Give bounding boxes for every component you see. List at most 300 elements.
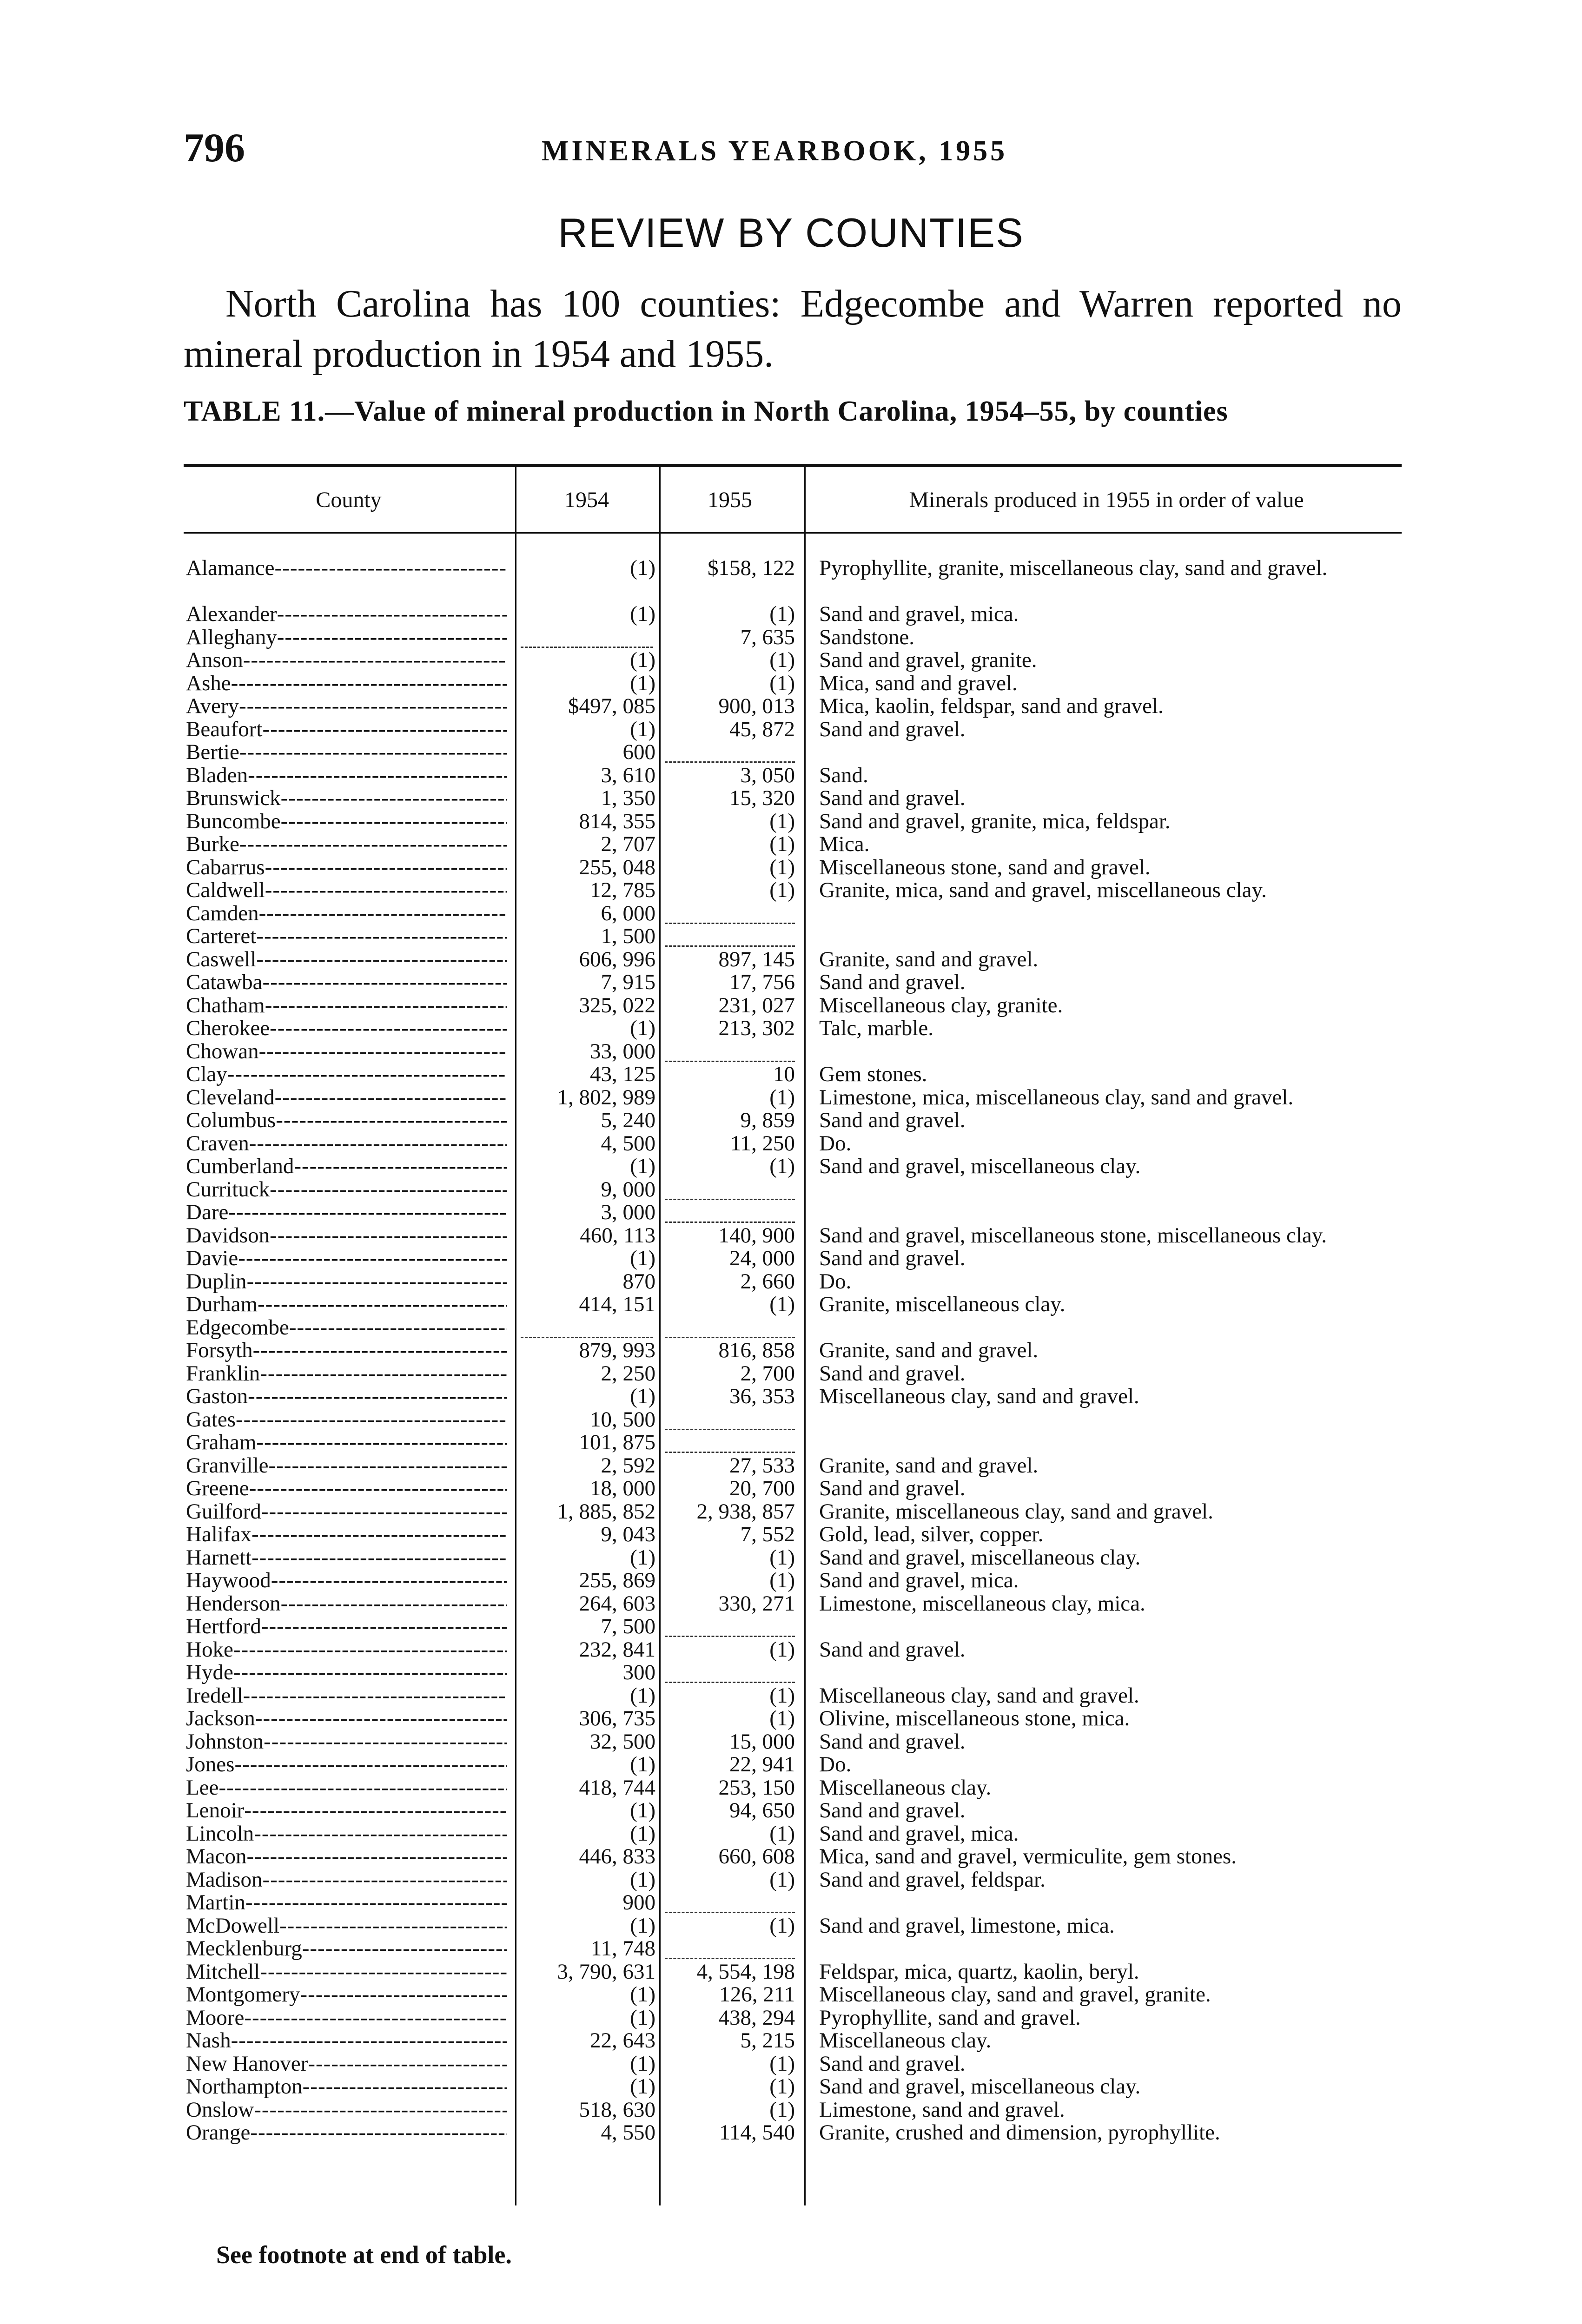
table-row: [0, 1063, 1582, 1086]
empty-value-dash: [665, 761, 795, 763]
value-1954: 446, 833: [579, 1844, 655, 1868]
table-row: [0, 695, 1582, 718]
minerals-produced: Miscellaneous clay.: [819, 1775, 992, 1800]
value-1955: 11, 250: [730, 1131, 795, 1155]
table-row: [0, 2007, 1582, 2030]
value-1955: 36, 353: [729, 1384, 795, 1408]
minerals-produced: Sand and gravel, miscellaneous clay.: [819, 2074, 1141, 2099]
table-row: [0, 1178, 1582, 1202]
minerals-produced: Sand and gravel, mica.: [819, 1568, 1019, 1592]
running-head: [184, 125, 1397, 171]
value-1954: (1): [630, 1246, 655, 1270]
value-1955: (1): [769, 602, 795, 626]
minerals-produced: Sand and gravel.: [819, 1798, 966, 1822]
value-1955: (1): [769, 832, 795, 856]
table-row: [0, 1132, 1582, 1155]
minerals-produced: Sand and gravel, granite.: [819, 648, 1037, 672]
value-1954: (1): [630, 671, 655, 695]
county-name: Forsyth -----: [186, 1339, 507, 1362]
county-name: Northampton -----: [186, 2075, 507, 2099]
value-1955: 15, 000: [729, 1729, 795, 1754]
table-row: [0, 1707, 1582, 1730]
minerals-produced: Gold, lead, silver, copper.: [819, 1522, 1044, 1546]
empty-value-dash: [665, 1682, 795, 1683]
value-1955: (1): [769, 2097, 795, 2122]
value-1954: 3, 000: [601, 1200, 655, 1224]
empty-value-dash: [665, 1452, 795, 1453]
value-1954: 101, 875: [579, 1430, 655, 1454]
county-name: Chatham -----: [186, 994, 507, 1017]
column-header-1954: 1954: [564, 488, 609, 512]
minerals-produced: Olivine, miscellaneous stone, mica.: [819, 1706, 1130, 1730]
county-name: Carteret -----: [186, 925, 507, 948]
county-name: Mitchell -----: [186, 1961, 507, 1984]
minerals-produced: Miscellaneous clay, sand and gravel.: [819, 1683, 1139, 1708]
minerals-produced: Sand and gravel, mica.: [819, 1821, 1019, 1846]
value-1954: $497, 085: [568, 694, 655, 718]
county-name: Henderson -----: [186, 1592, 507, 1616]
county-name: Durham -----: [186, 1293, 507, 1316]
table-row: [0, 925, 1582, 948]
minerals-produced: Sand and gravel, mica.: [819, 602, 1019, 626]
value-1954: (1): [630, 2051, 655, 2076]
value-1954: 32, 500: [590, 1729, 655, 1754]
value-1954: 2, 707: [601, 832, 655, 856]
value-1954: 11, 748: [590, 1936, 655, 1961]
empty-value-dash: [665, 1636, 795, 1637]
table-caption: TABLE 11.—Value of mineral production in North Carolina, 1954–55, by counties: [184, 396, 1228, 427]
value-1954: 1, 802, 989: [557, 1085, 655, 1109]
empty-value-dash: [665, 1912, 795, 1913]
table-row: [0, 764, 1582, 787]
minerals-produced: Sand and gravel.: [819, 1108, 966, 1132]
value-1954: 255, 048: [579, 855, 655, 879]
table-row: [0, 741, 1582, 764]
value-1955: 27, 533: [729, 1453, 795, 1478]
table-row: [0, 1247, 1582, 1270]
table-row: [0, 1661, 1582, 1684]
value-1954: (1): [630, 1982, 655, 2007]
value-1955: 94, 650: [729, 1798, 795, 1822]
county-name: Anson -----: [186, 649, 507, 672]
table-row: [0, 2075, 1582, 2099]
value-1954: 3, 610: [601, 763, 655, 787]
table-row: [0, 626, 1582, 649]
county-name: Mecklenburg -----: [186, 1937, 507, 1961]
county-name: Hyde -----: [186, 1661, 507, 1684]
county-name: Cumberland -----: [186, 1155, 507, 1178]
county-name: Greene -----: [186, 1477, 507, 1500]
county-name: Lee -----: [186, 1776, 507, 1800]
county-name: Orange -----: [186, 2121, 507, 2145]
county-name: Gaston -----: [186, 1385, 507, 1408]
minerals-produced: Miscellaneous clay, sand and gravel.: [819, 1384, 1139, 1408]
minerals-produced: Sand and gravel.: [819, 1246, 966, 1270]
value-1954: 9, 000: [601, 1177, 655, 1202]
minerals-produced: Granite, miscellaneous clay, sand and gravel.: [819, 1499, 1213, 1524]
county-name: Harnett -----: [186, 1546, 507, 1570]
value-1954: 870: [622, 1269, 655, 1294]
county-name: New Hanover -----: [186, 2053, 507, 2076]
value-1954: (1): [630, 1683, 655, 1708]
empty-value-dash: [665, 1958, 795, 1959]
county-name: Franklin -----: [186, 1362, 507, 1386]
table-row: [0, 1868, 1582, 1892]
value-1955: 900, 013: [718, 694, 795, 718]
table-row: [0, 649, 1582, 672]
value-1955: 15, 320: [729, 786, 795, 810]
minerals-produced: Sand and gravel.: [819, 2051, 966, 2076]
value-1955: (1): [769, 2074, 795, 2099]
table-row: [0, 1431, 1582, 1454]
minerals-produced: Sand and gravel.: [819, 1476, 966, 1500]
county-name: Nash -----: [186, 2029, 507, 2053]
value-1954: (1): [630, 1545, 655, 1570]
value-1954: 43, 125: [590, 1062, 655, 1086]
table-row: [0, 1339, 1582, 1362]
value-1954: 33, 000: [590, 1039, 655, 1063]
table-row: [0, 1086, 1582, 1109]
value-1954: 255, 869: [579, 1568, 655, 1592]
minerals-produced: Miscellaneous clay.: [819, 2028, 992, 2053]
value-1955: (1): [769, 809, 795, 833]
table-row: [0, 1523, 1582, 1546]
county-name: Camden -----: [186, 902, 507, 925]
table-row: [0, 1638, 1582, 1662]
value-1954: 3, 790, 631: [557, 1959, 655, 1984]
table-row: [0, 1822, 1582, 1846]
value-1955: 816, 858: [718, 1338, 795, 1362]
table-row: [0, 1408, 1582, 1432]
county-name: Guilford -----: [186, 1500, 507, 1524]
value-1955: 45, 872: [729, 717, 795, 741]
value-1955: 10: [773, 1062, 795, 1086]
header-bottom-rule: [184, 532, 1402, 534]
value-1954: 325, 022: [579, 993, 655, 1017]
value-1954: 6, 000: [601, 901, 655, 925]
minerals-produced: Sand.: [819, 763, 868, 787]
value-1955: (1): [769, 1545, 795, 1570]
value-1954: (1): [630, 648, 655, 672]
value-1954: 879, 993: [579, 1338, 655, 1362]
value-1955: (1): [769, 1867, 795, 1892]
value-1954: 4, 500: [601, 1131, 655, 1155]
county-name: Halifax -----: [186, 1523, 507, 1546]
value-1955: 22, 941: [729, 1752, 795, 1776]
value-1955: $158, 122: [708, 556, 795, 580]
county-name: Caswell -----: [186, 948, 507, 971]
value-1954: 414, 151: [579, 1292, 655, 1316]
minerals-produced: Sand and gravel, miscellaneous stone, miscellaneous clay.: [819, 1223, 1327, 1248]
value-1954: 518, 630: [579, 2097, 655, 2122]
county-name: Lincoln -----: [186, 1822, 507, 1846]
minerals-produced: Pyrophyllite, granite, miscellaneous clay, sand and gravel.: [819, 556, 1328, 580]
value-1955: 4, 554, 198: [696, 1959, 795, 1984]
value-1955: (1): [769, 855, 795, 879]
county-name: Craven -----: [186, 1132, 507, 1155]
table-row: [0, 1477, 1582, 1500]
table-row: [0, 1454, 1582, 1478]
county-name: Davie -----: [186, 1247, 507, 1270]
value-1954: (1): [630, 1154, 655, 1178]
table-row: [0, 1569, 1582, 1592]
table-row: [0, 879, 1582, 902]
county-name: Davidson -----: [186, 1224, 507, 1248]
value-1954: (1): [630, 2074, 655, 2099]
table-row: [0, 1362, 1582, 1386]
county-name: Brunswick -----: [186, 787, 507, 810]
county-name: Cherokee -----: [186, 1017, 507, 1040]
value-1954: 300: [622, 1660, 655, 1684]
value-1955: (1): [769, 1085, 795, 1109]
value-1954: 1, 885, 852: [557, 1499, 655, 1524]
table-row: [0, 1983, 1582, 2007]
value-1955: 17, 756: [729, 970, 795, 994]
value-1955: (1): [769, 1568, 795, 1592]
value-1955: 253, 150: [718, 1775, 795, 1800]
value-1955: 2, 938, 857: [696, 1499, 795, 1524]
minerals-produced: Granite, sand and gravel.: [819, 1453, 1039, 1478]
table-row: [0, 1385, 1582, 1408]
value-1954: 232, 841: [579, 1637, 655, 1662]
value-1955: (1): [769, 1683, 795, 1708]
minerals-produced: Feldspar, mica, quartz, kaolin, beryl.: [819, 1959, 1139, 1984]
minerals-produced: Do.: [819, 1752, 852, 1776]
county-name: Madison -----: [186, 1868, 507, 1892]
column-header-county: County: [316, 488, 382, 512]
county-name: Lenoir -----: [186, 1799, 507, 1822]
minerals-produced: Sand and gravel.: [819, 970, 966, 994]
table-body: [0, 557, 1582, 2145]
value-1954: 264, 603: [579, 1591, 655, 1616]
empty-value-dash: [665, 923, 795, 924]
table-row: [0, 1615, 1582, 1638]
value-1954: 7, 500: [601, 1614, 655, 1638]
value-1955: (1): [769, 1913, 795, 1938]
table-row: [0, 971, 1582, 994]
county-name: McDowell -----: [186, 1915, 507, 1938]
minerals-produced: Sand and gravel.: [819, 1729, 966, 1754]
table-row: [0, 603, 1582, 626]
value-1955: (1): [769, 878, 795, 902]
column-header-1955: 1955: [708, 488, 752, 512]
table-row: [0, 1293, 1582, 1316]
county-name: Macon -----: [186, 1845, 507, 1868]
county-name: Chowan -----: [186, 1040, 507, 1063]
table-row: [0, 1891, 1582, 1915]
value-1954: 7, 915: [601, 970, 655, 994]
county-name: Johnston -----: [186, 1730, 507, 1754]
county-name: Hertford -----: [186, 1615, 507, 1638]
empty-value-dash: [665, 1221, 795, 1223]
county-name: Ashe -----: [186, 672, 507, 695]
value-1955: 330, 271: [718, 1591, 795, 1616]
county-name: Columbus -----: [186, 1109, 507, 1132]
county-name: Buncombe -----: [186, 810, 507, 833]
value-1955: 231, 027: [718, 993, 795, 1017]
value-1955: 660, 608: [718, 1844, 795, 1868]
value-1955: (1): [769, 648, 795, 672]
value-1954: (1): [630, 602, 655, 626]
table-row: [0, 902, 1582, 925]
minerals-produced: Sand and gravel, granite, mica, feldspar.: [819, 809, 1171, 833]
county-name: Granville -----: [186, 1454, 507, 1478]
table-row: [0, 1592, 1582, 1616]
value-1955: 213, 302: [718, 1016, 795, 1040]
county-name: Bladen -----: [186, 764, 507, 787]
value-1954: (1): [630, 717, 655, 741]
value-1955: 438, 294: [718, 2005, 795, 2030]
county-name: Dare -----: [186, 1201, 507, 1224]
value-1954: 4, 550: [601, 2120, 655, 2145]
value-1955: 24, 000: [729, 1246, 795, 1270]
county-name: Martin -----: [186, 1891, 507, 1915]
county-name: Haywood -----: [186, 1569, 507, 1592]
table-row: [0, 1937, 1582, 1961]
table-row: [0, 810, 1582, 833]
table-row: [0, 833, 1582, 856]
value-1954: 12, 785: [590, 878, 655, 902]
value-1955: 140, 900: [718, 1223, 795, 1248]
minerals-produced: Sand and gravel, miscellaneous clay.: [819, 1154, 1141, 1178]
minerals-produced: Sand and gravel.: [819, 717, 966, 741]
value-1954: 600: [622, 740, 655, 764]
minerals-produced: Sand and gravel, feldspar.: [819, 1867, 1046, 1892]
table-row: [0, 1776, 1582, 1800]
value-1954: (1): [630, 1913, 655, 1938]
table-row: [0, 718, 1582, 741]
county-name: Bertie -----: [186, 741, 507, 764]
minerals-produced: Limestone, miscellaneous clay, mica.: [819, 1591, 1145, 1616]
value-1955: (1): [769, 1154, 795, 1178]
minerals-produced: Do.: [819, 1131, 852, 1155]
value-1954: 814, 355: [579, 809, 655, 833]
county-name: Avery -----: [186, 695, 507, 718]
value-1955: 20, 700: [729, 1476, 795, 1500]
minerals-produced: Sand and gravel, limestone, mica.: [819, 1913, 1115, 1938]
county-name: Onslow -----: [186, 2099, 507, 2122]
table-row: [0, 1961, 1582, 1984]
value-1954: 22, 643: [590, 2028, 655, 2053]
minerals-produced: Miscellaneous clay, granite.: [819, 993, 1063, 1017]
value-1955: 897, 145: [718, 947, 795, 971]
value-1954: (1): [630, 2005, 655, 2030]
table-row: [0, 787, 1582, 810]
table-row: [0, 672, 1582, 695]
minerals-produced: Sand and gravel.: [819, 1361, 966, 1386]
table-row: [0, 1915, 1582, 1938]
value-1954: 606, 996: [579, 947, 655, 971]
value-1954: 2, 250: [601, 1361, 655, 1386]
table-row: [0, 994, 1582, 1017]
empty-value-dash: [665, 1429, 795, 1430]
table-row: [0, 1155, 1582, 1178]
county-name: Caldwell -----: [186, 879, 507, 902]
minerals-produced: Sand and gravel.: [819, 786, 966, 810]
value-1955: (1): [769, 671, 795, 695]
value-1954: 18, 000: [590, 1476, 655, 1500]
county-name: Currituck -----: [186, 1178, 507, 1202]
value-1955: (1): [769, 1706, 795, 1730]
table-row: [0, 2121, 1582, 2145]
value-1954: 9, 043: [601, 1522, 655, 1546]
minerals-produced: Miscellaneous stone, sand and gravel.: [819, 855, 1151, 879]
table-row: [0, 2053, 1582, 2076]
table-top-rule: [184, 464, 1402, 467]
minerals-produced: Mica, sand and gravel.: [819, 671, 1018, 695]
table-row: [0, 1753, 1582, 1776]
county-name: Alexander -----: [186, 603, 507, 626]
value-1955: 9, 859: [740, 1108, 795, 1132]
table-row: [0, 1845, 1582, 1868]
minerals-produced: Granite, miscellaneous clay.: [819, 1292, 1066, 1316]
value-1955: (1): [769, 1292, 795, 1316]
county-name: Graham -----: [186, 1431, 507, 1454]
county-name: Alleghany -----: [186, 626, 507, 649]
minerals-produced: Granite, sand and gravel.: [819, 947, 1039, 971]
value-1954: (1): [630, 1798, 655, 1822]
minerals-produced: Limestone, sand and gravel.: [819, 2097, 1065, 2122]
value-1954: 5, 240: [601, 1108, 655, 1132]
intro-paragraph: North Carolina has 100 counties: Edgecombe and Warren reported no mineral production in 1954 and 1955.: [184, 282, 1402, 376]
value-1954: (1): [630, 1867, 655, 1892]
minerals-produced: Granite, mica, sand and gravel, miscellaneous clay.: [819, 878, 1267, 902]
value-1954: 460, 113: [580, 1223, 655, 1248]
table-row: [0, 1546, 1582, 1570]
minerals-produced: Talc, marble.: [819, 1016, 933, 1040]
minerals-produced: Granite, crushed and dimension, pyrophyllite.: [819, 2120, 1220, 2145]
value-1955: 114, 540: [719, 2120, 795, 2145]
value-1955: 7, 635: [740, 625, 795, 649]
column-header-minerals: Minerals produced in 1955 in order of value: [909, 488, 1304, 512]
county-name: Montgomery -----: [186, 1983, 507, 2007]
value-1955: 7, 552: [740, 1522, 795, 1546]
value-1954: 2, 592: [601, 1453, 655, 1478]
minerals-produced: Limestone, mica, miscellaneous clay, sand and gravel.: [819, 1085, 1294, 1109]
value-1955: (1): [769, 2051, 795, 2076]
table-row: [0, 1270, 1582, 1294]
county-name: Beaufort -----: [186, 718, 507, 741]
value-1955: 126, 211: [719, 1982, 795, 2007]
table-row: [0, 1201, 1582, 1224]
county-name: Burke -----: [186, 833, 507, 856]
minerals-produced: Pyrophyllite, sand and gravel.: [819, 2005, 1081, 2030]
table-row: [0, 856, 1582, 879]
empty-value-dash: [665, 945, 795, 947]
table-row: [0, 948, 1582, 971]
county-name: Alamance -----: [186, 557, 507, 580]
county-name: Moore -----: [186, 2007, 507, 2030]
minerals-produced: Sandstone.: [819, 625, 914, 649]
minerals-produced: Granite, sand and gravel.: [819, 1338, 1039, 1362]
minerals-produced: Mica.: [819, 832, 870, 856]
county-name: Hoke -----: [186, 1638, 507, 1662]
minerals-produced: Mica, sand and gravel, vermiculite, gem stones.: [819, 1844, 1237, 1868]
value-1954: 418, 744: [579, 1775, 655, 1800]
minerals-produced: Gem stones.: [819, 1062, 927, 1086]
value-1954: 900: [622, 1890, 655, 1915]
value-1954: 1, 350: [601, 786, 655, 810]
table-row: [0, 1799, 1582, 1822]
table-row: [0, 1224, 1582, 1248]
table-row: [0, 1500, 1582, 1524]
value-1954: (1): [630, 1821, 655, 1846]
value-1954: 306, 735: [579, 1706, 655, 1730]
value-1955: 3, 050: [740, 763, 795, 787]
table-row: [0, 2099, 1582, 2122]
value-1955: (1): [769, 1637, 795, 1662]
table-row: [0, 557, 1582, 603]
